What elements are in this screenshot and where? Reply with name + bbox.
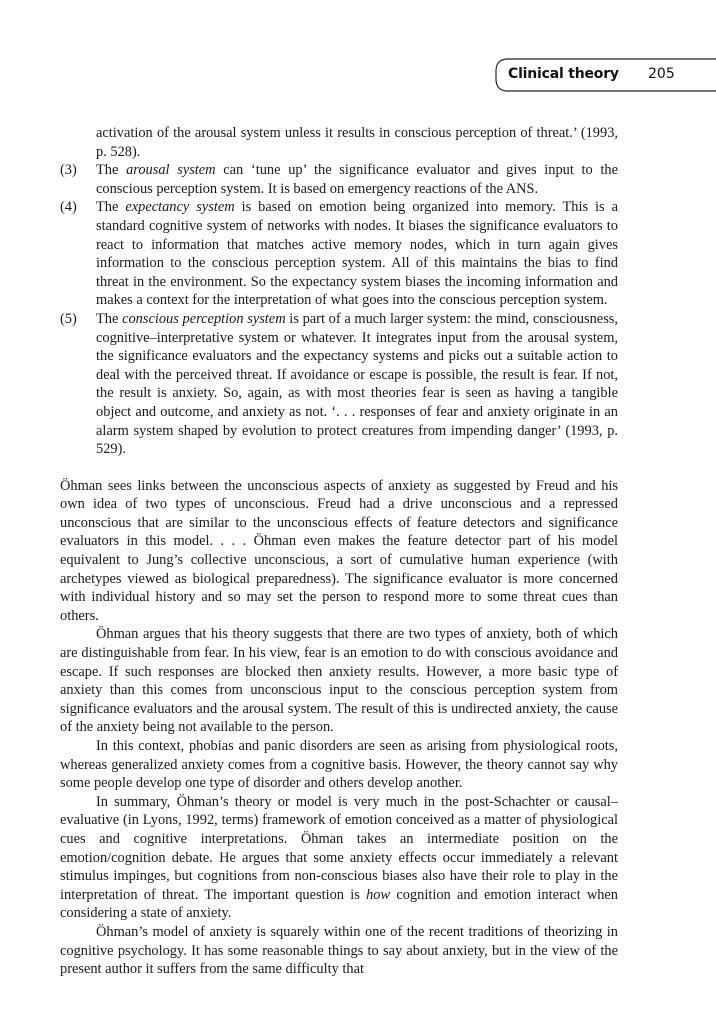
paragraph-4-end: cognition and emotion interact when considering a state of anxiety. bbox=[60, 886, 618, 922]
paragraph-4-emphasis: how bbox=[366, 886, 391, 903]
paragraph-3: In this context, phobias and panic disorders are seen as arising from physiological roots, whereas generalized anxiety comes from a cognitive basis. However, the theory cannot say why some people develop one type of disorder and others develop another. bbox=[60, 738, 618, 792]
section-title: Clinical theory bbox=[508, 66, 619, 82]
page-number: 205 bbox=[648, 66, 675, 82]
paragraph-5: Öhman’s model of anxiety is squarely within one of the recent traditions of theorizing in cognitive psychology. It has some reasonable things to say about anxiety, but in the view of the present author it suffers from the same difficulty that bbox=[60, 923, 618, 978]
list-term: conscious perception system bbox=[122, 310, 286, 327]
list-number: (3) bbox=[60, 162, 77, 179]
list-item-5 bbox=[60, 310, 618, 459]
list-text: is part of a much larger system: the mind, consciousness, cognitive–interpretative system or whatever. It integrates input from the arousal system, the significance evaluators and the expectancy systems and picks out a suitable action to deal with the perceived threat. If avoidance or escape is possible, the result is fear. If not, the result is anxiety. So, again, as with most theories fear is seen as having a tangible object and outcome, and anxiety as not. ‘. . . responses of fear and anxiety originate in an alarm system shaped by evolution to protect creatures from impending danger’ (1993, p. 529). bbox=[96, 310, 618, 458]
paragraph-4 bbox=[60, 793, 618, 923]
paragraph-1: Öhman sees links between the unconscious aspects of anxiety as suggested by Freud and his own idea of two types of unconscious. Freud had a drive unconscious and a repressed unconscious that are similar to the unconscious effects of feature detectors and significance evaluators in this model. . . . Öhman even makes the feature detector part of his model equivalent to Jung’s collective unconscious, a sort of cumulative human experience (with archetypes viewed as biological preparedness). The significance evaluator is more concerned with individual history and so may set the person to respond more to some threat cues than others. bbox=[60, 477, 618, 624]
list-text: The bbox=[96, 310, 123, 327]
list-number: (4) bbox=[60, 199, 77, 216]
list-term: expectancy system bbox=[125, 199, 235, 216]
list-number: (5) bbox=[60, 310, 77, 327]
page-body bbox=[60, 124, 618, 979]
list-term: arousal system bbox=[126, 162, 216, 179]
running-head bbox=[494, 58, 716, 92]
list-text: is based on emotion being organized into memory. This is a standard cognitive system of networks with nodes. It biases the significance evaluators to react to information that matches active memory nodes, which in turn again gives information to the conscious perception system. All of this maintains the bias to find threat in the environment. So the expectancy system biases the incoming information and makes a context for the interpretation of what goes into the conscious perception system. bbox=[96, 199, 618, 309]
list-item-continuation: activation of the arousal system unless it results in conscious perception of threat.’ (1993, p. 528). bbox=[96, 125, 618, 160]
paragraph-4-text: In summary, Öhman’s theory or model is very much in the post-Schachter or causal–evaluative (in Lyons, 1992, terms) framework of emotion conceived as a matter of physiological cues and cognitive interpretations. Öhman takes an intermediate position on the emotion/cognition debate. He argues that some anxiety effects occur immediately a relevant stimulus impinges, but cognitions from non-conscious biases also have their role to play in the interpretation of threat. The important question is bbox=[60, 793, 618, 903]
list-item-4 bbox=[60, 198, 618, 310]
list-text: The bbox=[96, 162, 127, 179]
list-text: The bbox=[96, 199, 126, 216]
list-item-3 bbox=[60, 161, 618, 198]
list-text: can ‘tune up’ the significance evaluator and gives input to the conscious perception system. It is based on emergency reactions of the ANS. bbox=[96, 162, 618, 197]
paragraph-2: Öhman argues that his theory suggests that there are two types of anxiety, both of which are distinguishable from fear. In his view, fear is an emotion to do with conscious avoidance and escape. If such responses are blocked then anxiety results. However, a more basic type of anxiety than this comes from unconscious input to the conscious perception system from significance evaluators and the arousal system. The result of this is undirected anxiety, the cause of the anxiety being not available to the person. bbox=[60, 626, 618, 736]
